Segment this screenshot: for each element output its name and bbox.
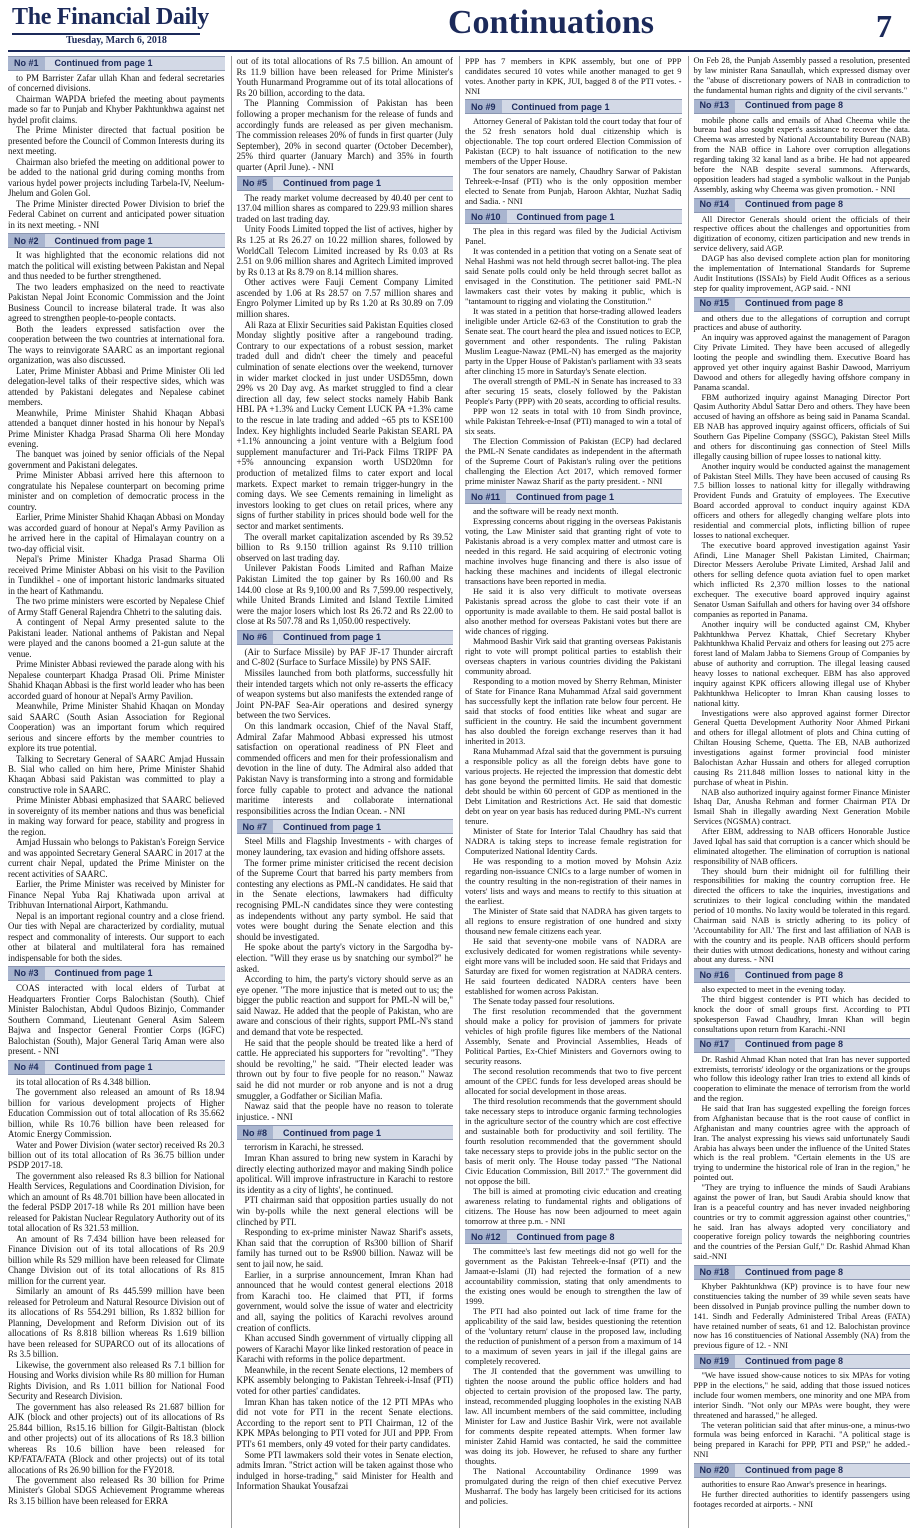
continuation-header (694, 968, 911, 983)
continuation-label: Continued from page 8 (516, 1231, 615, 1242)
article-paragraph: to PM Barrister Zafar ullah Khan and federal secretaries of concerned divisions. (8, 73, 225, 94)
article-paragraph: They should burn their midnight oil for fulfilling their responsibilities for making the country corruption free. He directed the officers to take the inquiries, investigations and scrutinizes to their logical concluding within the mandated period of 10 months. No laxity would be tolerated in this regard. Chairman said NAB is strictly adhering to its policy of 'Accountability for All.' The first and last affiliation of NAB is with the country and its people. NAB officers should perform their duties with utmost dedications, honesty and without caring about any duress. - NNI (693, 866, 910, 965)
article-paragraph: Nepal's Prime Minister Khadga Prasad Sharma Oli received Prime Minister Abbasi on his visit to the Pavilion in Tundikhel - one of important historic landmarks situated in the heart of Kathmandu. (8, 554, 225, 596)
continuation-number: No #20 (694, 1464, 736, 1477)
article-paragraph: also expected to meet in the evening today. (701, 985, 846, 995)
continuation-number: No #6 (237, 631, 274, 644)
issue-date: Tuesday, March 6, 2018 (66, 35, 167, 46)
continuation-number: No #8 (237, 1126, 274, 1139)
continuation-number: No #15 (694, 298, 736, 311)
masthead-divider (8, 50, 910, 52)
continuation-header (237, 1125, 454, 1140)
article-paragraph: The first resolution recommended that the government should make a policy for provision of jammers for private vehicles of high profile figures like members of the National Assembly, Senate and Provincial Assemblies, Heads of Political Parties, Ex-Chief Ministers and Governors owing to security reasons. (465, 1006, 682, 1066)
article-paragraph: "They are trying to influence the minds of Saudi Arabians against the power of Iran, but Saudi Arabia should know that Iran is a peaceful country and has never invaded neighboring countries or try to commit aggression against other countries," he said. Iran has always adopted very conciliatory and cooperative foreign policy towards the neighboring countries and the countries of the Persian Gulf," Dr. Rashid Ahmad Khan said.-NNI (693, 1183, 910, 1262)
continuation-label: Continued from page 1 (283, 1127, 382, 1138)
continuation-label: Continued from page 8 (745, 1039, 844, 1050)
article-paragraph: The government also released Rs 8.3 billion for National Health Services, Regulations and Coordination Division, for which an amount of Rs 48.701 billion have been allocated in the federal PSDP 2017-18 while Rs 201 million have been released for Pakistan Nuclear Regulatory Authority out of its total allocation of Rs 321.53 million. (8, 1170, 225, 1234)
continuation-number: No #3 (8, 967, 45, 980)
article-paragraph: Earlier, the Prime Minister was received by Minister for Finance Nepal Yuba Raj Khatiwada upon arrival at Tribhuvan International Airport, Kathmandu. (8, 879, 225, 911)
article-paragraph: The PTI had also pointed out lack of time frame for the applicability of the said law, besides questioning the retention of the 'voluntary return' clause in the proposed law, including the reduction of punishment of a person from a maximum of 14 to a maximum of seven years in jail if the illegal gains are completely recovered. (465, 1306, 682, 1366)
article-paragraph: He said that the people should be treated like a herd of cattle. He appreciated his supporters for "revolting". "They should be revolting," he said. "Their elected leader was thrown out by four to five people for no reason." Nawaz said he did not murder or rob anyone and is not a drug smuggler, a Godfather or Sicilian Mafia. (236, 1037, 453, 1101)
article-paragraph: Mahmood Bashir Virk said that granting overseas Pakistanis right to vote will prompt political parties to establish their overseas chapters in various countries dividing the Pakistani community abroad. (465, 636, 682, 676)
continuation-label: Continued from page 1 (511, 101, 610, 112)
article-paragraph: The overall strength of PML-N in Senate has increased to 33 after securing 15 seats, closely followed by the Pakistan People's Party (PPP) with 20 seats, according to official results. (465, 376, 682, 406)
column-4 (688, 56, 911, 1528)
article-paragraph: Responding to ex-prime minister Nawaz Sharif's assets, Khan said that the corruption of Rs300 billion of Sharif family has turned out to be Rs900 billion. Nawaz will be sent to jail now, he said. (236, 1227, 453, 1269)
continuation-header (694, 1354, 911, 1369)
article-paragraph: Imran Khan has taken notice of the 12 PTI MPAs who did not vote for PTI in the recent Senate elections. According to the report sent to PTI Chairman, 12 of the KPK MPAs belonging to PTI voted for JUI and PPP. From PTI's 61 members, only 49 voted for their party candidates. (236, 1396, 453, 1450)
article-paragraph: PPP won 12 seats in total with 10 from Sindh province, while Pakistan Tehreek-e-Insaf (PTI) managed to win a total of six seats. (465, 406, 682, 436)
article-paragraph: Other actives were Fauji Cement Company Limited ascended by 1.06 at Rs 28.57 on 7.57 million shares and Engro Polymer Limited up by Rs 1.20 at Rs 30.89 on 7.09 million shares. (236, 277, 453, 320)
continuation-header (237, 176, 454, 191)
continuation-label: Continued from page 8 (745, 100, 844, 111)
article-paragraph: The overall market capitalization ascended by Rs 39.52 billion to Rs 9.150 trillion against Rs 9.110 trillion observed on last trading day. (236, 531, 453, 563)
article-paragraph: Likewise, the government also released Rs 7.1 billion for Housing and Works division while Rs 80 million for Human Rights Division, and Rs 1.011 billion for National Food Security and Research Division. (8, 1359, 225, 1402)
article-paragraph: The third biggest contender is PTI which has decided to knock the door of small groups first. According to PTI spokesperson Fawad Chaudhry, Imran Khan will begin consultations upon return from Karachi.-NNI (693, 995, 910, 1034)
article-paragraph: He said that Iran has suggested expelling the foreign forces from Afghanistan because that is the root cause of conflict in Afghanistan and many countries agree with the approach of Iran. The analyst expressing his views said unfortunately Saudi Arabia has always been under the influence of the United States which is the real problem. "Certain elements in the US are trying to undermine the historical role of Iran in the region," he pointed out. (693, 1104, 910, 1183)
article-paragraph: COAS interacted with local elders of Turbat at Headquarters Frontier Corps Balochistan (South). Chief Minister Balochistan, Abdul Qudoos Bizinjo, Commander Southern Command, Lieutenant General Asim Saleem Bajwa and Inspector General Frontier Corps (IGFC) Balochistan (South), Major General Tariq Aman were also present. - NNI (8, 983, 225, 1057)
continuation-number: No #14 (694, 199, 736, 212)
article-paragraph: The veteran politician said that after minus-one, a minus-two formula was being enforced in Karachi. "A political stage is being prepared in Karachi for PPP, PTI and PSP," he added.-NNI (693, 1420, 910, 1460)
article-paragraph: Water and Power Division (water sector) received Rs 20.3 billion out of its total allocation of Rs 36.75 billion under PSDP 2017-18. (8, 1139, 225, 1171)
continuation-number: No #19 (694, 1355, 736, 1368)
article-paragraph: The Senate today passed four resolutions. (473, 996, 615, 1006)
article-paragraph: Earlier, in a surprise announcement, Imran Khan had announced that he would contest general elections 2018 from Karachi too. He claimed that PTI, if forms government, would solve the issue of water and electricity and all, saying the politics of Karachi revolves around creation of conflicts. (236, 1269, 453, 1333)
continuation-number: No #17 (694, 1039, 736, 1052)
article-paragraph: The banquet was joined by senior officials of the Nepal government and Pakistani delegates. (8, 449, 225, 470)
continuation-number: No #10 (465, 210, 507, 223)
column-2 (231, 56, 454, 1528)
continuation-header (694, 297, 911, 312)
article-paragraph: Missiles launched from both platforms, successfully hit their intended targets which not only re-asserts the efficacy of weapon systems but also manifests the extended range of Joint PN-PAF Sea-Air operations and desired synergy between the two Services. (236, 668, 453, 721)
article-paragraph: Minister of State for Interior Talal Chaudhry has said that NADRA is taking steps to increase female registration for Computerized National Identity Cards. (465, 826, 682, 856)
article-paragraph: Unity Foods Limited topped the list of actives, higher by Rs 1.25 at Rs 26.27 on 10.22 million shares, followed by WorldCall Telecom Limited increased by Rs 0.03 at Rs 2.51 on 9.06 million shares and Agritech Limited improved by Rs 0.13 at Rs 8.79 on 8.14 million shares. (236, 224, 453, 277)
article-paragraph: Unilever Pakistan Foods Limited and Rafhan Maize Pakistan Limited the top gainer by Rs 160.00 and Rs 144.00 close at Rs 9,100.00 and Rs 7,599.00 respectively, while United Brands Limited and Island Textile Limited were the major losers which lost Rs 26.72 and Rs 22.00 to close at Rs 507.78 and Rs 1,050.00 respectively. (236, 563, 453, 627)
article-paragraph: The four senators are namely, Chaudhry Sarwar of Pakistan Tehreek-e-Insaf (PTI) who is the only opposition member elected to Senate from Punjab, Haroon Akhtar, Nuzhat Sadiq and Sadia. - NNI (465, 166, 682, 206)
newspaper-logo: The Financial Daily (12, 4, 209, 30)
article-paragraph: (Air to Surface Missile) by PAF JF-17 Thunder aircraft and C-802 (Surface to Surface Missile) by PNS SAIF. (236, 646, 453, 668)
continuation-header (237, 630, 454, 645)
article-paragraph: The two leaders emphasized on the need to reactivate Pakistan Nepal Joint Economic Commission and the Joint Business Council to increase bilateral trade. It was also agreed to strengthen people-to-people contacts. (8, 281, 225, 324)
continuation-label: Continued from page 1 (54, 235, 153, 246)
continuation-header (8, 966, 225, 981)
article-paragraph: He said that seventy-one mobile vans of NADRA are exclusively dedicated for women registrations while seventy-eight more vans will be included soon. He said that Fridays and Saturday are fixed for women registration at NADRA centers. He said fourteen dedicated NADRA centers have been established for women across Pakistan. (465, 936, 682, 996)
article-paragraph: The plea in this regard was filed by the Judicial Activism Panel. (465, 226, 682, 246)
continuation-header (694, 99, 911, 114)
continuation-header (465, 489, 682, 504)
continuation-label: Continued from page 1 (54, 58, 153, 69)
continuation-header (694, 1038, 911, 1053)
article-paragraph: Khyber Pakhtunkhwa (KP) province is to have four new constituencies taking the number of 39 while seven seats have been dissolved in Punjab province pulling the number down to 141. Sindh and Federally Administered Tribal Areas (FATA) have retained number of seats, 61 and 12. Balochistan province now has 16 constituencies of National Assembly (NA) from the previous figure of 12. - NNI (693, 1282, 910, 1351)
article-paragraph: Meanwhile, in the recent Senate elections, 12 members of KPK assembly belonging to Pakistan Tehreek-i-Insaf (PTI) voted for other parties' candidates. (236, 1364, 453, 1397)
section-title: Continuations (448, 4, 654, 41)
article-paragraph: and others due to the allegations of corruption and corrupt practices and abuse of authority. (693, 313, 910, 333)
continuation-header (694, 1265, 911, 1280)
continuation-label: Continued from page 1 (283, 177, 382, 188)
article-paragraph: Responding to a motion moved by Sherry Rehman, Minister of State for Finance Rana Muhammad Afzal said government has successfully kept the inflation rate below four percent. He said that stocks of food entities like wheat and sugar are sufficient in the country. He said the incumbent government has also doubled the foreign exchange reserves than it had inherited in 2013. (465, 676, 682, 746)
article-paragraph: The committee's last few meetings did not go well for the government as the Pakistan Tehreek-e-Insaf (PTI) and the Jamaat-e-Islami (JI) had rejected the formation of a new accountability commission, stating that only amendments to the existing ones would be enough to strengthen the law of 1999. (465, 1246, 682, 1306)
continuation-label: Continued from page 8 (745, 199, 844, 210)
article-paragraph: The government has also released Rs 21.687 billion for AJK (block and other projects) out of its allocations of Rs 25.844 billion, Rs15.16 billion for Gilgit-Baltistan (block and other projects) out of its allocations of Rs 18.3 billion whereas Rs 10.6 billion have been released for KP/FATA/FATA (Block and other projects) out of its total allocations of Rs 26.90 billion for the FY2018. (8, 1401, 225, 1475)
continuation-label: Continued from page 8 (745, 1266, 844, 1277)
article-paragraph: its total allocation of Rs 4.348 billion. (16, 1076, 151, 1087)
continuation-header (8, 56, 225, 71)
article-paragraph: Nepal is an important regional country and a close friend. Our ties with Nepal are characterized by cordiality, mutual respect and commonality of interests. Our support to each other at bilateral and multilateral fora has remained indispensable for both the sides. (8, 910, 225, 963)
continuation-header (8, 1060, 225, 1075)
continuation-number: No #1 (8, 57, 45, 70)
article-paragraph: The second resolution recommends that two to five percent amount of the CPEC funds for less developed areas should be allocated for social development in those areas. (465, 1066, 682, 1096)
article-paragraph: Prime Minister Abbasi arrived here this afternoon to congratulate his Nepalese counterpart on becoming prime minister and on completion of democratic process in the country. (8, 470, 225, 512)
article-paragraph: After EBM, addressing to NAB officers Honorable Justice Javed Iqbal has said that corruption is a cancer which should be eliminated altogether. The elimination of corruption is national responsibility of NAB officers. (693, 827, 910, 866)
continuation-label: Continued from page 1 (283, 632, 382, 643)
article-paragraph: Rana Muhammad Afzal said that the government is pursuing a responsible policy as all the foreign debts have gone to various projects. He rejected the impression that domestic debt has gone beyond the permitted limits. He said that domestic debt should be within 60 percent of GDP as mentioned in the Debt Limitation and Restrictions Act. He said that domestic debt on year on year basis has reduced during PML-N's current tenure. (465, 746, 682, 826)
article-paragraph: Both the leaders expressed satisfaction over the cooperation between the two countries at international fora. The ways to reinvigorate SAARC as an important regional organization, was also discussed. (8, 323, 225, 366)
article-paragraph: He further directed authorities to identify passengers using footages recorded at airports. - NNI (693, 1489, 910, 1509)
article-paragraph: DAGP has also devised complete action plan for monitoring the implementation of International Standards for Supreme Audit Institutions (ISSAIs) by Field Audit Offices as a serious step for quality improvement, AGP said. - NNI (693, 254, 910, 293)
article-paragraph: The JI contended that the government was unwilling to tighten the noose around the public office holders and had objected to certain provision of the proposed law. The party, instead, recommended plugging loopholes in the existing NAB law. All incumbent members of the said committee, including Minister for Law and Justice Bashir Virk, were not available for comments despite repeated attempts. When former law minister Zahid Hamid was contacted, he said the committee was doing its job. However, he refused to share any further thoughts. (465, 1366, 682, 1466)
continuation-number: No #5 (237, 177, 274, 190)
article-paragraph: The former prime minister criticised the recent decision of the Supreme Court that barred his party members from contesting any elections as PML-N candidates. He said that in the Senate elections, lawmakers had difficulty recognising PML-N candidates since they were contesting as independents without any party symbol. He said that votes were bought during the Senate election and this should be investigated. (236, 857, 453, 942)
article-paragraph: Another inquiry would be conducted against the management of Pakistan Steel Mills. They have been accused of causing Rs 7.5 billion losses to national kitty for illegally withdrawing Provident Funds and Gratuity of employees. The Executive Board accorded approval to conduct inquiry against KDA officers and others for allegedly changing welfare plots into residential and commercial plots, inflicting billion of rupee losses to national exchequer. (693, 461, 910, 540)
continuation-number: No #16 (694, 969, 736, 982)
article-paragraph: Prime Minister Abbasi emphasized that SAARC believed in sovereignty of its member nations and thus was beneficial in making way forward for peace, stability and progress in the region. (8, 795, 225, 837)
continuation-number: No #7 (237, 820, 274, 833)
continuation-label: Continued from page 8 (745, 969, 844, 980)
masthead (8, 0, 910, 52)
article-paragraph: Amjad Hussain who belongs to Pakistan's Foreign Service and was appointed Secretary General SAARC in 2017 at the current chair Nepal, updated the Prime Minister on the recent activities of SAARC. (8, 837, 225, 879)
article-paragraph: Talking to Secretary General of SAARC Amjad Hussain B. Sial who called on him here, Prime Minister Shahid Khaqan Abbasi said Pakistan was committed to play a constructive role in SAARC. (8, 753, 225, 795)
continuation-header (694, 1463, 911, 1478)
article-paragraph: The National Accountability Ordinance 1999 was promulgated during the reign of then chief executive Pervez Musharraf. The body has largely been criticised for its actions and policies. (465, 1466, 682, 1506)
article-paragraph: Chairman WAPDA briefed the meeting about payments made so far to Punjab and Khyber Pakhtunkhwa against net hydel profit claims. (8, 93, 225, 125)
article-paragraph: The Election Commission of Pakistan (ECP) had declared the PML-N Senate candidates as independent in the aftermath of the Supreme Court of Pakistan's ruling over the petitions challenging the Election Act 2017, which removed former prime minister Nawaz Sharif as the party president. - NNI (465, 436, 682, 486)
continuation-header (8, 233, 225, 248)
article-paragraph: An inquiry was approved against the management of Paragon City Private Limited. They have been accused of allegedly looting the people and swindling them. Executive Board has approved yet other inquiry against Bashir Dawood, Marriyum Dawood and others for allegedly having offshore company in Panama scandal. (693, 333, 910, 392)
continuation-header (465, 99, 682, 114)
article-paragraph: It was highlighted that the economic relations did not match the political will existing between Pakistan and Nepal and thus needed to be further strengthened. (8, 250, 225, 282)
article-paragraph: All Director Generals should orient the officials of their respective offices about the challenges and opportunities from digitization of economy, citizen participation and new trends in service delivery, said AGP. (693, 214, 910, 254)
continuation-label: Continued from page 1 (516, 491, 615, 502)
continuation-number: No #12 (465, 1230, 507, 1243)
article-paragraph: Investigations were also approved against former Director General Quetta Development Authority Noor Ahmed Pirkani and others for illegal allotment of plots and China cutting of Chiltan Housing Scheme, Quetta. The EB, NAB authorized investigations against former provincial food minister Balochistan Azhar Hussain and others for alleged corruption causing Rs 211.848 million losses to national kitty in the purchase of wheat in Pishin. (693, 708, 910, 787)
article-paragraph: The government also released Rs 30 billion for Prime Minister's Global SDGS Achievement Programme whereas Rs 3.15 billion have been released for ERRA (8, 1475, 225, 1506)
continuation-label: Continued from page 8 (745, 1464, 844, 1475)
article-paragraph: Earlier, Prime Minister Shahid Khaqan Abbasi on Monday was accorded guard of honour at Nepal's Army Pavilion as he arrived here in the capital of Himalayan country on a two-day official visit. (8, 512, 225, 554)
continuation-header (465, 209, 682, 224)
continuation-number: No #2 (8, 234, 45, 247)
continuation-number: No #13 (694, 100, 736, 113)
article-paragraph: terrorism in Karachi, he stressed. (244, 1142, 364, 1153)
article-paragraph: The Planning Commission of Pakistan has been following a proper mechanism for the release of funds and accordingly funds are released as per given mechanism. The commission releases 20% of funds in first quarter (July September), 20% in second quarter (October December), 25% third quarter (January March) and 35% in fourth quarter (April June). - NNI (236, 98, 453, 172)
article-paragraph: The bill is aimed at promoting civic education and creating awareness relating to fundamental rights and obligations of citizens. The House has now been adjourned to meet again tomorrow at three p.m. - NNI (465, 1186, 682, 1226)
article-paragraph: authorities to ensure Rao Anwar's presence in hearings. (701, 1480, 887, 1489)
article-paragraph: and the software will be ready next month. (473, 506, 619, 516)
continuation-label: Continued from page 1 (283, 821, 382, 832)
continuation-label: Continued from page 8 (745, 298, 844, 309)
article-paragraph: Meanwhile, Prime Minister Shahid Khaqan Abbasi attended a banquet dinner hosted in his honour by Nepal's Prime Minister Khadga Prasad Sharma Oli here Monday evening. (8, 407, 225, 449)
continuation-number: No #11 (465, 490, 506, 503)
article-columns (8, 56, 910, 1528)
article-paragraph: Another inquiry will be conducted against CM, Khyber Pakhtunkhwa Pervez Khattak, Chief Secretary Khyber Pakhtunkhwa Khalid Pervaiz and others for leasing out 275 acre forest land of Malam Jabba to Siemens Group of Companies by abuse of authority and corruption. The illegal leasing caused heavy losses to national exchequer. EBM has also approved inquiry against KPK officers allowing illegal use of Khyber Pakhtunkhwa Helicopter to Imran Khan causing losses to national kitty. (693, 619, 910, 708)
article-paragraph: An amount of Rs 7.434 billion have been released for Finance Division out of its total allocations of Rs 20.9 billion while Rs 529 million have been released for Climate Change Division out of its total allocations of Rs 815 million for the current year. (8, 1233, 225, 1286)
continuation-label: Continued from page 1 (54, 1061, 153, 1072)
continuation-header (694, 198, 911, 213)
article-paragraph: The Minister of State said that NADRA has given targets to all regions to ensure registration of one hundred and sixty thousand new female citizens each year. (465, 906, 682, 936)
article-paragraph: Expressing concerns about rigging in the overseas Pakistanis voting, the Law Minister said that granting right of vote to Pakistanis abroad is a very complex matter and utmost care is needed in this regard. He said acquiring of electronic voting machine involves huge financing and there is also issue of hacking these machines and incidents of illegal electronic transactions have been reported in media. (465, 516, 682, 586)
article-paragraph: Prime Minister Abbasi reviewed the parade along with his Nepalese counterpart Khadga Prasad Oli. Prime Minister Shahid Khaqan Abbasi is the first world leader who has been accorded guard of honour at Nepal's Army Pavilion. (8, 659, 225, 701)
article-paragraph: Khan accused Sindh government of virtually clipping all powers of Karachi Mayor like linked restoration of peace in Karachi with reforms in the police department. (236, 1333, 453, 1365)
article-paragraph: It was stated in a petition that horse-trading allowed leaders ineligible under Article 62-63 of the Constitution to grab the Senate seat. The court heard the plea and issued notices to ECP, government and other respondents. The ruling Pakistan Muslim League-Nawaz (PML-N) has emerged as the majority party in the Upper House of Pakistan's parliament with 33 seats after clinching 15 more in Saturday's Senate election. (465, 306, 682, 376)
article-paragraph: According to him, the party's victory should serve as an eye opener. "The more injustice that is meted out to us; the bigger the public reaction and support for PML-N will be," said Nawaz. He added that the people of Pakistan, who are aware and conscious of their rights, support PML-N's stand and demand that vote be respected. (236, 974, 453, 1038)
page-number: 7 (876, 8, 892, 44)
continuation-number: No #9 (465, 100, 502, 113)
continuation-header (237, 819, 454, 834)
article-paragraph: Chairman also briefed the meeting on additional power to be added to the national grid during coming months from various hydel power projects including Tarbela-IV, Neelum-Jhelum and Golen Gol. (8, 156, 225, 199)
article-paragraph: It was contended in a petition that voting on a Senate seat of Nehal Hashmi was not held through secret ballot-ing. The plea said Senate polls could only be held through secret ballot as envisaged in the Constitution. The petitioner said PML-N lawmakers cast their votes by making it public, which is "tantamount to rigging and violating the Constitution." (465, 246, 682, 306)
continuation-number: No #18 (694, 1266, 736, 1279)
article-paragraph: Ali Raza at Elixir Securities said Pakistan Equities closed Monday slightly positive after a rangebound trading. Contrary to our expectations of a robust session, market traded dull and didn't cheer the timely and peaceful culmination of senate elections over the weekend, turnover in wider market clocked in just under USD55mn, down 29% vs 20 Day avg. As market struggled to find a clear direction all day, few select stocks namely Habib Bank HBL PA +1.3% and Lucky Cement LUCK PA +1.3% came to the rescue in late trading and added ~65 pts to KSE100 Index. Key highlights included Searle Pakistan SEARL PA +1.1% announcing a joint venture with a Belgium food supplement manufacturer and Tri-Pack Films TRIPF PA +5% announcing expansion worth USD20mn for production of metalized films to cater export and local markets. Expect market to remain trigger-hungry in the coming days. We see Cements remaining in limelight as investors looking to get clues on retail prices, where any signs of further stability in prices should bode well for the sector and market sentiments. (236, 319, 453, 531)
article-paragraph: A contingent of Nepal Army presented salute to the Pakistani leader. National anthems of Pakistan and Nepal were played and the canons boomed a 21-gun salute at the venue. (8, 617, 225, 659)
article-paragraph: He was responding to a motion moved by Mohsin Aziz regarding non-issuance CNICs to a large number of women in the country resulting in the non-registration of their names in voters' lists and ways and means to rectify to this situation at the earliest. (465, 856, 682, 906)
article-paragraph: "We have issued show-cause notices to six MPAs for voting PPP in the elections," he said, adding that those issued notices include four women members, one minority and one MPA from interior Sindh. "Not only our MPAs were bought, they were threatened and harassed," he alleged. (693, 1371, 910, 1420)
continuation-label: Continued from page 1 (54, 968, 153, 979)
column-1 (8, 56, 225, 1528)
article-paragraph: Later, Prime Minister Abbasi and Prime Minister Oli led delegation-level talks of their respective sides, which was attended by Pakistani delegates and Nepalese cabinet members. (8, 365, 225, 408)
article-paragraph: Steel Mills and Flagship Investments - with charges of money laundering, tax evasion and hiding offshore assets. (236, 836, 453, 857)
article-paragraph: Nawaz said that the people have no reason to tolerate injustice. - NNI (236, 1101, 453, 1122)
continuation-label: Continued from page 1 (516, 211, 615, 222)
article-paragraph: Some PTI lawmakers sold their votes in Senate election, admits Imran. "Strict action will be taken against those who indulged in horse-trading," said Minister for Health and Information Shaukat Yousafzai (236, 1449, 453, 1492)
column-3 (459, 56, 682, 1528)
article-paragraph: On Feb 28, the Punjab Assembly passed a resolution, presented by law minister Rana Sanaullah, which expressed dismay over the "abuse of discretionary powers of NAB in contradiction to the fundamental human rights and dignity of the civil servants." (693, 56, 910, 95)
article-paragraph: PPP has 7 members in KPK assembly, but one of PPP candidates secured 10 votes while another managed to get 9 votes. Another party in KPK, JUI, bagged 8 of the PTI votes. - NNI (465, 56, 682, 96)
article-paragraph: Imran Khan assured to bring new system in Karachi by directly electing authorized mayor and making Sindh police apolitical. Will improve infrastructure in Karachi to restore its identity as a city of lights', he continued. (236, 1153, 453, 1195)
article-paragraph: The third resolution recommends that the government should take necessary steps to introduce organic farming technologies in the agriculture sector of the country which are cost effective and sustainable both for productivity and soil fertility. The fourth resolution recommended that the government should take necessary steps to provide jobs in the public sector on the basis of merit only. The House today passed "The National Civic Education Commission, Bill 2017." The government did not oppose the bill. (465, 1096, 682, 1186)
article-paragraph: mobile phone calls and emails of Ahad Cheema while the bureau had also sought expert's assistance to recover the data. Cheema was arrested by National Accountability Bureau (NAB) from the NAB office in Lahore over corruption allegations regarding taking 32 kanal land as a bribe. He had not appeared before the NAB despite several summons. Afterwards, opposition leaders had staged a symbolic walkout in the Punjab Assembly, asking why Cheema was given promotion. - NNI (693, 115, 910, 194)
article-paragraph: Attorney General of Pakistan told the court today that four of the 52 fresh senators hold dual citizenship which is objectionable. The top court ordered Election Commission of Pakistan (ECP) to halt issuance of notification to the new members of the Upper House. (465, 116, 682, 166)
article-paragraph: out of its total allocations of Rs 7.5 billion. An amount of Rs 11.9 billion have been released for Prime Minister's Youth Hunarmand Programme out of its total allocations of Rs 20 billion, according to the data. (236, 56, 453, 98)
article-paragraph: NAB also authorized inquiry against former Finance Minister Ishaq Dar, Anusha Rehman and former Chairman PTA Dr Ismail Shah in illegally awarding Next Generation Mobile Services (NGSMA) contract. (693, 787, 910, 827)
article-paragraph: The two prime ministers were escorted by Nepalese Chief of Army Staff General Rajendra Chhetri to the saluting dais. (8, 596, 225, 617)
article-paragraph: He said it is also very difficult to motivate overseas Pakistanis spread across the globe to cast their vote if an opportunity is made available to them. He said postal ballot is also another method for overseas Pakistani votes but there are wide chances of rigging. (465, 586, 682, 636)
article-paragraph: Meanwhile, Prime Minister Shahid Khaqan on Monday said SAARC (South Asian Association for Regional Cooperation) was an important forum which required serious and sincere efforts by the member countries to explore its true potential. (8, 701, 225, 754)
continuation-label: Continued from page 8 (745, 1355, 844, 1366)
article-paragraph: The ready market volume decreased by 40.40 per cent to 137.04 million shares as compared to 229.93 million shares traded on last trading day. (236, 192, 453, 224)
article-paragraph: PTI chairman said that opposition parties usually do not win by-polls while the next general elections will be clinched by PTI. (236, 1195, 453, 1227)
article-paragraph: The Prime Minister directed that factual position be presented before the Council of Common Interests during its next meeting. (8, 125, 225, 157)
continuation-number: No #4 (8, 1061, 45, 1074)
article-paragraph: He spoke about the party's victory in the Sargodha by-election. "Will they erase us by snatching our symbol?" he asked. (236, 942, 453, 974)
article-paragraph: FBM authorized inquiry against Managing Director Port Qasim Authority Abdul Sattar Dero and others. They have been accused of having an offshore as being said in Panama Scandal. EB NAB has approved inquiry against officers, officials of Sui Southern Gas Pipeline Company (SSGC), Pakistan Steel Mills and others for discontinuing gas connection of Steel Mills illegally causing billion of rupee losses to national kitty. (693, 392, 910, 461)
article-paragraph: Similarly an amount of Rs 445.599 million have been released for Petroleum and Natural Resource Division out of its allocations of Rs 554.291 billion, Rs 1.832 billion for Planning, Development and Reform Division out of its allocations of Rs 8.818 billion whereas Rs 1.619 billion have been released for SUPARCO out of its allocations of Rs 3.5 billion. (8, 1286, 225, 1360)
article-paragraph: Dr. Rashid Ahmad Khan noted that Iran has never supported extremists, terrorists' ideology or the organizations or the groups who follow this ideology rather Iran tries to extend all kinds of cooperation to eliminate the menace of terrorism from the world and the region. (693, 1054, 910, 1104)
continuation-header (465, 1229, 682, 1244)
article-paragraph: The executive board approved investigation against Yasir Afindi, Line Manager Shell Pakistan Limited, Chairman; Director Messers Aerolube Private Limited, Arshad Jalil and others for selling defence quota aviation fuel to open market which inflicted Rs 2,370 million losses to the national exchequer. The executive board approved inquiry against Senator Usman Saifullah and others for having over 34 offshore companies as reported in Panama. (693, 540, 910, 619)
article-paragraph: The government also released an amount of Rs 18.94 billion for various development projects of Higher Education Commission out of total allocation of Rs 35.662 billion, while Rs 10.76 billion have been released for Atomic Energy Commission. (8, 1087, 225, 1140)
article-paragraph: On this landmark occasion, Chief of the Naval Staff, Admiral Zafar Mahmood Abbasi expressed his utmost satisfaction on operational readiness of PN Fleet and commended officers and men for their professionalism and devotion in the line of duty. The Admiral also added that Pakistan Navy is transforming into a strong and formidable force fully capable to protect and advance the national maritime interests and collaborate international responsibilities across the Indian Ocean. - NNI (236, 721, 453, 816)
article-paragraph: The Prime Minister directed Power Division to brief the Federal Cabinet on current and anticipated power situation in its next meeting. - NNI (8, 198, 225, 230)
